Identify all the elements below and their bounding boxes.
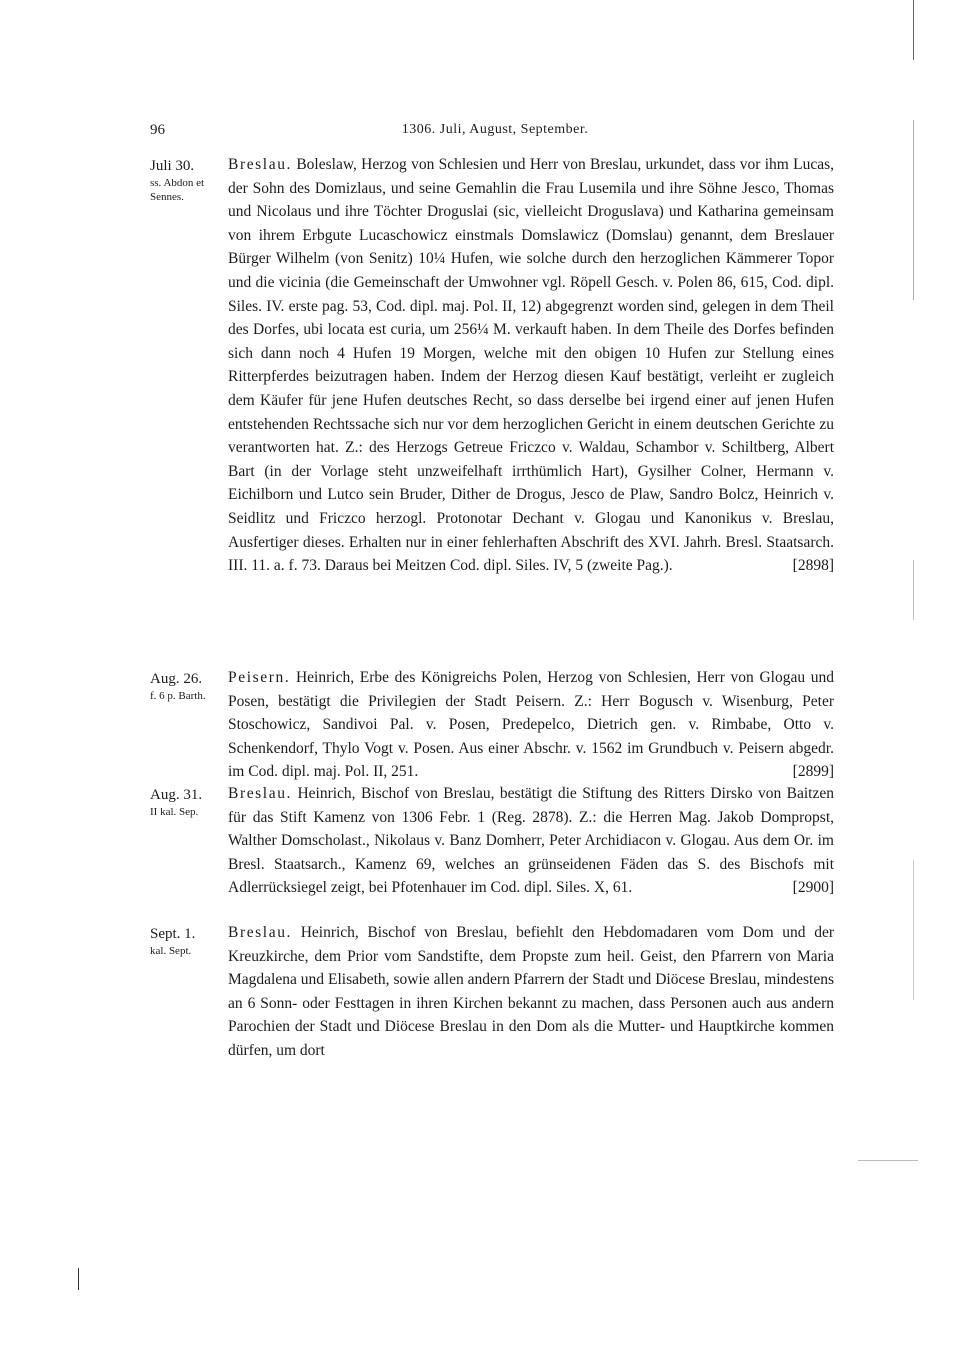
entry-date-margin	[150, 670, 228, 703]
entry-feast-day: kal. Sept.	[150, 945, 192, 957]
entry-text	[228, 782, 834, 900]
running-head: 1306. Juli, August, September.	[401, 122, 589, 137]
entry-place: Breslau.	[228, 785, 293, 802]
entry-date: Juli 30.	[150, 158, 195, 174]
entry-text	[228, 921, 834, 1063]
entry-date-margin	[150, 157, 228, 204]
scan-margin-mark	[858, 1160, 918, 1161]
entry-text	[228, 666, 834, 784]
entry-summary: Boleslaw, Herzog von Schlesien und Herr von Breslau, urkundet, dass vor ihm Lucas, der Sohn des Domizlaus, und seine Gemahlin die Frau Lusemila und ihre Söhne Jesco, Thomas und Nicolaus und ihre Töchter Droguslai (sic, vielleicht Droguslava) und Katharina gemeinsam von ihrem Erbgute Lucaschowicz einstmals Domslawicz (Domslau) genannt, dem Breslauer Bürger Wilhelm (von Senitz) 10¼ Hufen, wie solche durch den herzoglichen Kämmerer Topor und die vicinia (die Gemeinschaft der Umwohner vgl. Röpell Gesch. v. Polen 86, 615, Cod. dipl. Siles. IV. erste pag. 53, Cod. dipl. maj. Pol. II, 12) abgegrenzt worden sind, gelegen in dem Theil des Dorfes, ubi locata est curia, um 256¼ M. verkauft haben. In dem Theile des Dorfes befinden sich dann noch 4 Hufen 19 Morgen, welche mit den obigen 10 Hufen zur Stellung eines Ritterpferdes beizutragen haben. Indem der Herzog diesen Kauf bestätigt, verleiht er zugleich dem Käufer für jene Hufen deutsches Recht, so dass derselbe bei irgend einer auf jenen Hufen entstehenden Rechtssache sich nur vor dem herzoglichen Gericht in einem deutschen Gerichte zu verantworten hat. Z.: des Herzogs Getreue Friczco v. Waldau, Schambor v. Schiltberg, Albert Bart (in der Vorlage steht unzweifelhaft irrthümlich Hart), Gysilher Colner, Hermann v. Eichilborn und Lutco sein Bruder, Dither de Drogus, Jesco de Plaw, Sandro Bolcz, Heinrich v. Seidlitz und Friczco herzogl. Protonotar Dechant v. Glogau und Kanonikus v. Breslau, Ausfertiger dieses. Erhalten nur in einer fehlerhaften Abschrift des XVI. Jahrh. Bresl. Staatsarch. III. 11. a. f. 73. Daraus bei Meitzen Cod. dipl. Siles. IV, 5 (zweite Pag.).	[228, 156, 834, 575]
scan-binding-edge	[913, 0, 914, 1349]
entry-date-margin	[150, 786, 228, 819]
entry-text	[228, 153, 834, 578]
entry-feast-day: f. 6 p. Barth.	[150, 690, 206, 702]
entry-feast-day: II kal. Sep.	[150, 806, 199, 818]
entry-summary: Heinrich, Erbe des Königreichs Polen, Herzog von Schlesien, Herr von Glogau und Posen, bestätigt die Privilegien der Stadt Peisern. Z.: Herr Bogusch v. Wisenburg, Peter Stoschowicz, Sandivoi Pal. v. Posen, Predepelco, Dietrich gen. v. Rimbabe, Otto v. Schenkendorf, Thylo Vogt v. Posen. Aus einer Abschr. v. 1562 im Grundbuch v. Peisern abgedr. im Cod. dipl. maj. Pol. II, 251.	[228, 669, 834, 781]
entry-date: Sept. 1.	[150, 926, 196, 942]
entry-summary: Heinrich, Bischof von Breslau, befiehlt den Hebdomadaren vom Dom und der Kreuzkirche, dem Prior vom Sandstifte, dem Propste zum heil. Geist, den Pfarrern von Maria Magdalena und Elisabeth, sowie allen andern Pfarrern der Stadt und Diöcese Breslau, mindestens an 6 Sonn- oder Festtagen in ihren Kirchen bekannt zu machen, dass Personen auch aus andern Parochien der Stadt und Diöcese Breslau in den Dom als die Mutter- und Hauptkirche kommen dürfen, um dort	[228, 924, 834, 1059]
entry-date: Aug. 31.	[150, 787, 203, 803]
entry-summary: Heinrich, Bischof von Breslau, bestätigt die Stiftung des Ritters Dirsko von Baitzen für das Stift Kamenz von 1306 Febr. 1 (Reg. 2878). Z.: die Herren Mag. Jakob Dompropst, Walther Domscholast., Nikolaus v. Banz Domherr, Peter Archidiacon v. Glogau. Aus dem Or. im Bresl. Staatsarch., Kamenz 69, welches an grünseidenen Fäden das S. des Bischofs mit Adlerrücksiegel zeigt, bei Pfotenhauer im Cod. dipl. Siles. X, 61.	[228, 785, 834, 897]
entry-date: Aug. 26.	[150, 671, 203, 687]
entry-number: [2898]	[792, 557, 834, 575]
entry-place: Breslau.	[228, 156, 293, 173]
entry-number: [2899]	[792, 763, 834, 781]
page-number: 96	[150, 122, 165, 138]
entry-feast-day: ss. Abdon et Sennes.	[150, 177, 205, 203]
entry-place: Breslau.	[228, 924, 293, 941]
scan-margin-mark	[78, 1268, 79, 1290]
entry-number: [2900]	[792, 879, 834, 897]
entry-date-margin	[150, 925, 228, 958]
entry-place: Peisern.	[228, 669, 291, 686]
